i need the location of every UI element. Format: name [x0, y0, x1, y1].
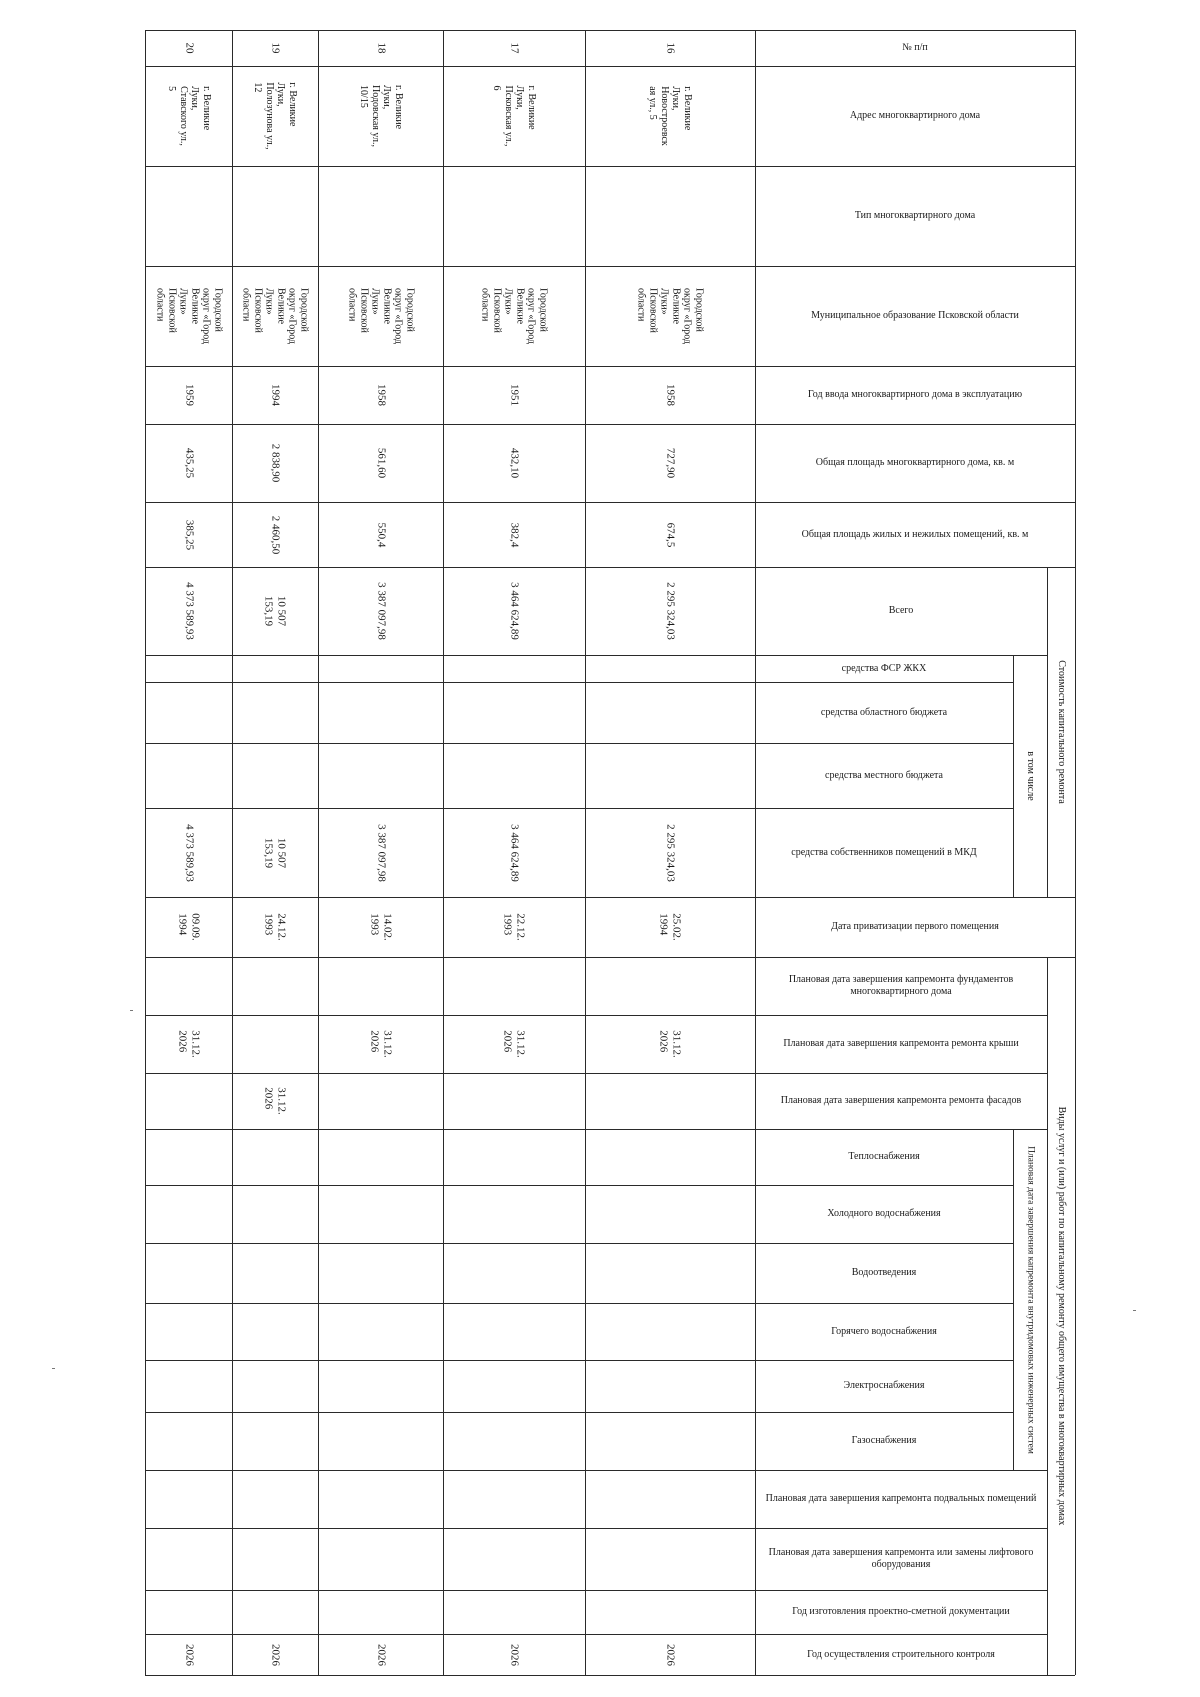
header-label-gas: Газоснабжения — [851, 1435, 917, 1446]
row-18-electric — [318, 1360, 443, 1412]
header-label-heat: Теплоснабжения — [848, 1151, 920, 1162]
header-label-privatization: Дата приватизации первого помещения — [831, 921, 999, 932]
row-16-heat — [585, 1129, 755, 1185]
row-18-facade — [318, 1073, 443, 1129]
row-19-fund-fsr — [232, 655, 318, 682]
row-20-num — [145, 30, 232, 66]
row-20-hot-water — [145, 1303, 232, 1360]
cell-text-municipality: Городской округ «Город Великие Луки» Псковской области — [346, 287, 415, 345]
cell-text-privatization: 25.02. 1994 — [658, 913, 683, 941]
row-17-year — [443, 366, 585, 424]
header-label-hot-water: Горячего водоснабжения — [831, 1325, 937, 1337]
row-16-electric — [585, 1360, 755, 1412]
cell-text-cost-total: 2 295 324,03 — [664, 582, 677, 640]
row-20-cost-total — [145, 567, 232, 655]
header-label-fund-owners: средства собственников помещений в МКД — [791, 846, 977, 858]
cell-text-privatization: 14.02. 1993 — [368, 913, 394, 941]
row-19-facade — [232, 1073, 318, 1129]
row-16-control-year — [585, 1634, 755, 1675]
header-label-type: Тип многоквартирного дома — [854, 210, 976, 221]
cell-text-fund-owners: 3 387 097,98 — [374, 823, 387, 882]
row-19-design-year — [232, 1590, 318, 1634]
row-16-area-total — [585, 424, 755, 502]
row-19-area-rooms — [232, 502, 318, 567]
grid-line-horizontal — [145, 1675, 755, 1676]
row-20-type — [145, 166, 232, 266]
header-label-foundation: Плановая дата завершения капремонта фундаментов многоквартирного дома — [788, 974, 1014, 997]
row-17-sewer — [443, 1243, 585, 1303]
row-19-num — [232, 30, 318, 66]
row-20-electric — [145, 1360, 232, 1412]
row-20-area-total — [145, 424, 232, 502]
row-17-control-year — [443, 1634, 585, 1675]
row-18-control-year — [318, 1634, 443, 1675]
row-18-foundation — [318, 957, 443, 1015]
header-label-elevator: Плановая дата завершения капремонта или замены лифтового оборудования — [768, 1547, 1034, 1570]
row-18-sewer — [318, 1243, 443, 1303]
row-17-roof — [443, 1015, 585, 1073]
row-17-facade — [443, 1073, 585, 1129]
header-label-cold-water: Холодного водоснабжения — [827, 1208, 941, 1219]
row-17-cold-water — [443, 1185, 585, 1243]
row-20-basement — [145, 1470, 232, 1528]
cell-text-roof: 31.12. 2026 — [502, 1030, 527, 1058]
cell-text-cost-total: 4 373 589,93 — [182, 582, 195, 640]
cell-text-control-year: 2026 — [508, 1643, 521, 1666]
header-label-control-year: Год осуществления строительного контроля — [807, 1648, 995, 1660]
row-16-num — [585, 30, 755, 66]
row-19-sewer — [232, 1243, 318, 1303]
row-19-address — [232, 66, 318, 166]
row-19-year — [232, 366, 318, 424]
eng-group-label: Плановая дата завершения капремонта внутридомовых инженерных систем — [1025, 1145, 1036, 1454]
row-18-fund-fsr — [318, 655, 443, 682]
row-18-elevator — [318, 1528, 443, 1590]
cell-text-privatization: 24.12. 1993 — [263, 913, 288, 941]
row-16-cold-water — [585, 1185, 755, 1243]
header-label-basement: Плановая дата завершения капремонта подвальных помещений — [765, 1493, 1037, 1504]
row-16-fund-owners — [585, 808, 755, 897]
cell-text-year: 1951 — [508, 384, 521, 406]
row-19-gas — [232, 1412, 318, 1470]
row-17-fund-owners — [443, 808, 585, 897]
row-17-area-rooms — [443, 502, 585, 567]
scan-speck — [52, 1368, 55, 1369]
row-16-basement — [585, 1470, 755, 1528]
row-18-fund-owners — [318, 808, 443, 897]
row-19-heat — [232, 1129, 318, 1185]
cell-text-privatization: 09.09. 1994 — [176, 913, 202, 941]
cell-text-privatization: 22.12. 1993 — [502, 913, 527, 941]
cell-text-year: 1958 — [664, 384, 677, 406]
cell-text-cost-total: 10 507 153,19 — [263, 595, 288, 627]
row-17-type — [443, 166, 585, 266]
row-20-heat — [145, 1129, 232, 1185]
row-20-elevator — [145, 1528, 232, 1590]
cell-text-fund-owners: 2 295 324,03 — [664, 823, 677, 882]
cell-text-municipality: Городской округ «Город Великие Луки» Псковской области — [241, 287, 310, 345]
row-17-fund-region — [443, 682, 585, 743]
cell-text-fund-owners: 3 464 624,89 — [508, 823, 521, 882]
row-19-basement — [232, 1470, 318, 1528]
row-20-fund-region — [145, 682, 232, 743]
row-17-basement — [443, 1470, 585, 1528]
row-16-type — [585, 166, 755, 266]
row-18-municipality — [318, 266, 443, 366]
row-19-fund-local — [232, 743, 318, 808]
cell-text-municipality: Городской округ «Город Великие Луки» Псковской области — [480, 287, 549, 345]
scan-speck — [1133, 1310, 1136, 1311]
row-19-foundation — [232, 957, 318, 1015]
row-17-cost-total — [443, 567, 585, 655]
cell-text-address: г. Великие Луки, Новостроевск ая ул., 5 — [647, 86, 693, 146]
row-18-design-year — [318, 1590, 443, 1634]
cell-text-control-year: 2026 — [182, 1643, 195, 1666]
header-label-fund-fsr: средства ФСР ЖКХ — [841, 662, 927, 674]
row-17-foundation — [443, 957, 585, 1015]
cell-text-control-year: 2026 — [664, 1643, 677, 1666]
row-20-municipality — [145, 266, 232, 366]
cell-text-control-year: 2026 — [374, 1643, 387, 1666]
row-18-fund-region — [318, 682, 443, 743]
works-group-label: Виды услуг и (или) работ по капитальному ремонту общего имущества в многоквартирных домах — [1055, 1106, 1067, 1526]
row-16-sewer — [585, 1243, 755, 1303]
cell-text-address: г. Великие Луки, Подовская ул., 10/15 — [358, 85, 404, 147]
cell-text-roof: 31.12. 2026 — [176, 1030, 202, 1058]
row-20-fund-local — [145, 743, 232, 808]
row-20-privatization — [145, 897, 232, 957]
cell-text-num: 18 — [374, 42, 387, 54]
row-16-year — [585, 366, 755, 424]
row-18-heat — [318, 1129, 443, 1185]
row-17-fund-local — [443, 743, 585, 808]
row-19-electric — [232, 1360, 318, 1412]
cell-text-address: г. Великие Луки, Ставского ул., 5 — [166, 86, 212, 146]
row-17-municipality — [443, 266, 585, 366]
row-20-fund-owners — [145, 808, 232, 897]
row-19-municipality — [232, 266, 318, 366]
row-16-municipality — [585, 266, 755, 366]
cell-text-fund-owners: 4 373 589,93 — [182, 823, 195, 882]
row-16-facade — [585, 1073, 755, 1129]
header-label-address: Адрес многоквартирного дома — [849, 110, 981, 121]
cell-text-area-rooms: 385,25 — [182, 519, 195, 550]
row-16-fund-fsr — [585, 655, 755, 682]
row-18-basement — [318, 1470, 443, 1528]
row-16-hot-water — [585, 1303, 755, 1360]
row-19-privatization — [232, 897, 318, 957]
header-label-num: № п/п — [902, 42, 928, 53]
row-17-gas — [443, 1412, 585, 1470]
row-18-fund-local — [318, 743, 443, 808]
header-label-roof: Плановая дата завершения капремонта ремонта крыши — [783, 1038, 1019, 1049]
row-16-roof — [585, 1015, 755, 1073]
row-20-roof — [145, 1015, 232, 1073]
scan-speck — [130, 1010, 133, 1011]
row-20-fund-fsr — [145, 655, 232, 682]
cell-text-num: 20 — [182, 42, 195, 54]
row-17-privatization — [443, 897, 585, 957]
cell-text-area-total: 2 838,90 — [269, 443, 282, 483]
row-19-control-year — [232, 1634, 318, 1675]
row-20-sewer — [145, 1243, 232, 1303]
cell-text-facade: 31.12. 2026 — [263, 1087, 288, 1115]
row-19-area-total — [232, 424, 318, 502]
cell-text-num: 19 — [269, 42, 282, 54]
cell-text-fund-owners: 10 507 153,19 — [263, 837, 288, 868]
row-20-design-year — [145, 1590, 232, 1634]
cell-text-num: 16 — [664, 42, 677, 54]
cell-text-control-year: 2026 — [269, 1643, 282, 1666]
header-label-design-year: Год изготовления проектно-сметной документации — [792, 1606, 1010, 1617]
row-19-fund-owners — [232, 808, 318, 897]
row-17-electric — [443, 1360, 585, 1412]
header-label-electric: Электроснабжения — [843, 1380, 925, 1391]
row-20-foundation — [145, 957, 232, 1015]
row-20-address — [145, 66, 232, 166]
incl-group-label: в том числе — [1024, 751, 1036, 801]
header-label-fund-local: средства местного бюджета — [825, 769, 943, 781]
cell-text-area-total: 561,60 — [374, 447, 387, 479]
header-label-sewer: Водоотведения — [851, 1267, 917, 1278]
row-20-year — [145, 366, 232, 424]
header-label-cost-total: Всего — [888, 605, 914, 616]
cell-text-municipality: Городской округ «Город Великие Луки» Псковской области — [154, 287, 223, 345]
row-16-address — [585, 66, 755, 166]
row-17-hot-water — [443, 1303, 585, 1360]
row-18-area-rooms — [318, 502, 443, 567]
cell-text-area-total: 727,90 — [664, 447, 677, 479]
table-bottom-border — [755, 1675, 1075, 1676]
row-20-control-year — [145, 1634, 232, 1675]
cell-text-address: г. Великие Луки, Псковская ул., 6 — [491, 85, 537, 147]
row-18-gas — [318, 1412, 443, 1470]
row-18-hot-water — [318, 1303, 443, 1360]
table-right-border — [1075, 30, 1076, 1675]
row-16-area-rooms — [585, 502, 755, 567]
row-17-design-year — [443, 1590, 585, 1634]
row-16-fund-local — [585, 743, 755, 808]
row-16-privatization — [585, 897, 755, 957]
row-18-cost-total — [318, 567, 443, 655]
row-18-type — [318, 166, 443, 266]
row-17-address — [443, 66, 585, 166]
row-16-cost-total — [585, 567, 755, 655]
row-19-hot-water — [232, 1303, 318, 1360]
row-18-num — [318, 30, 443, 66]
cell-text-area-rooms: 550,4 — [374, 522, 387, 547]
cell-text-area-rooms: 2 460,50 — [269, 515, 282, 554]
row-17-heat — [443, 1129, 585, 1185]
cell-text-area-total: 432,10 — [508, 447, 521, 479]
row-18-year — [318, 366, 443, 424]
cell-text-year: 1994 — [269, 384, 282, 406]
cell-text-year: 1959 — [182, 384, 195, 406]
cell-text-area-rooms: 674,5 — [664, 522, 677, 547]
row-18-address — [318, 66, 443, 166]
cell-text-municipality: Городской округ «Город Великие Луки» Псковской области — [636, 287, 705, 345]
row-18-privatization — [318, 897, 443, 957]
header-label-area-rooms: Общая площадь жилых и нежилых помещений, кв. м — [801, 528, 1029, 540]
cell-text-cost-total: 3 387 097,98 — [374, 582, 387, 640]
row-19-cold-water — [232, 1185, 318, 1243]
header-label-area-total: Общая площадь многоквартирного дома, кв. м — [815, 457, 1015, 468]
row-19-elevator — [232, 1528, 318, 1590]
cost-group-label: Стоимость капитального ремонта — [1055, 660, 1067, 804]
cell-text-num: 17 — [508, 42, 521, 54]
row-17-area-total — [443, 424, 585, 502]
row-17-num — [443, 30, 585, 66]
row-16-gas — [585, 1412, 755, 1470]
cell-text-year: 1958 — [374, 384, 387, 406]
row-16-design-year — [585, 1590, 755, 1634]
row-19-type — [232, 166, 318, 266]
cell-text-roof: 31.12. 2026 — [658, 1030, 683, 1058]
cell-text-address: г. Великие Луки, Полозунова ул., 12 — [252, 82, 298, 150]
row-17-fund-fsr — [443, 655, 585, 682]
row-17-elevator — [443, 1528, 585, 1590]
row-19-cost-total — [232, 567, 318, 655]
row-18-cold-water — [318, 1185, 443, 1243]
cell-text-cost-total: 3 464 624,89 — [508, 582, 521, 640]
row-16-foundation — [585, 957, 755, 1015]
row-19-fund-region — [232, 682, 318, 743]
header-label-fund-region: средства областного бюджета — [820, 706, 948, 718]
cell-text-area-total: 435,25 — [182, 447, 195, 479]
row-18-area-total — [318, 424, 443, 502]
cell-text-roof: 31.12. 2026 — [368, 1030, 394, 1058]
row-20-facade — [145, 1073, 232, 1129]
row-20-area-rooms — [145, 502, 232, 567]
row-16-fund-region — [585, 682, 755, 743]
row-20-gas — [145, 1412, 232, 1470]
header-label-year: Год ввода многоквартирного дома в эксплуатацию — [807, 389, 1023, 400]
header-label-municipality: Муниципальное образование Псковской области — [811, 310, 1019, 321]
cell-text-area-rooms: 382,4 — [508, 522, 521, 547]
row-19-roof — [232, 1015, 318, 1073]
row-20-cold-water — [145, 1185, 232, 1243]
header-label-facade: Плановая дата завершения капремонта ремонта фасадов — [780, 1095, 1022, 1106]
row-16-elevator — [585, 1528, 755, 1590]
row-18-roof — [318, 1015, 443, 1073]
